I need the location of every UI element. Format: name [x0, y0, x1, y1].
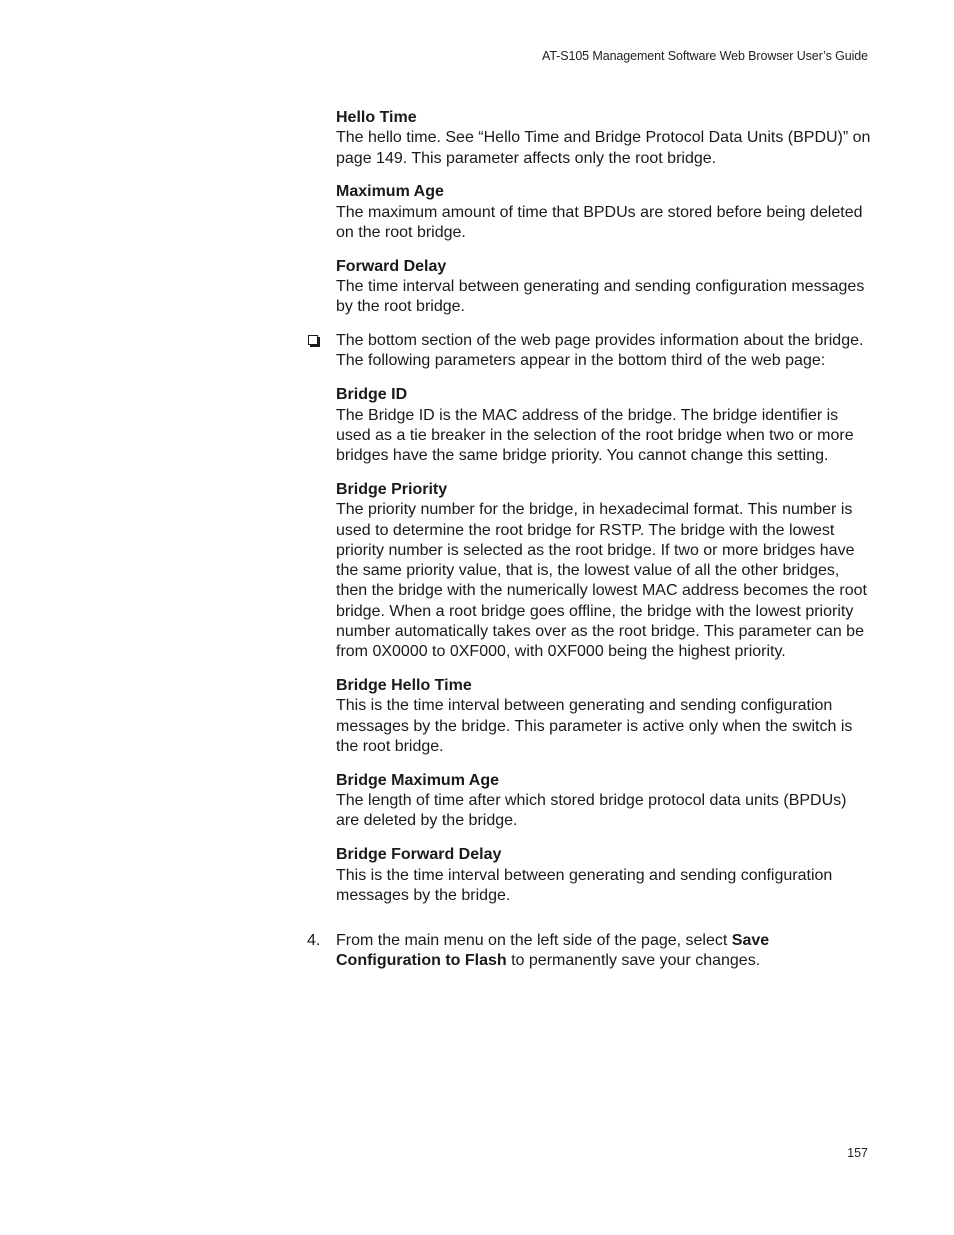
- param-desc-maximum-age: The maximum amount of time that BPDUs are stored before being deleted on the root bridge.: [336, 203, 863, 241]
- step-item: [307, 931, 871, 972]
- bullet-item: [336, 331, 871, 372]
- param-term-maximum-age: Maximum Age: [336, 183, 444, 201]
- param-term-forward-delay: Forward Delay: [336, 257, 447, 275]
- bullet-text: The bottom section of the web page provides information about the bridge. The following parameters appear in the bottom third of the web page:: [336, 332, 864, 370]
- step-text: [336, 931, 871, 972]
- checkbox-bullet-icon: [308, 335, 318, 345]
- param-desc-forward-delay: The time interval between generating and sending configuration messages by the root bridge.: [336, 278, 865, 316]
- param-term-bridge-priority: Bridge Priority: [336, 480, 448, 498]
- running-header: AT-S105 Management Software Web Browser User’s Guide: [542, 49, 868, 63]
- param-desc-bridge-hello-time: This is the time interval between generating and sending configuration messages by the bridge. This parameter is active only when the switch is the root bridge.: [336, 697, 853, 756]
- param-term-bridge-id: Bridge ID: [336, 386, 408, 404]
- param-desc-hello-time: The hello time. See “Hello Time and Bridge Protocol Data Units (BPDU)” on page 149. This parameter affects only the root bridge.: [336, 129, 871, 167]
- page-number: 157: [847, 1146, 868, 1160]
- param-term-bridge-forward-delay: Bridge Forward Delay: [336, 846, 502, 864]
- param-desc-bridge-priority: The priority number for the bridge, in hexadecimal format. This number is used to determine the root bridge for RSTP. The bridge with the lowest priority number is selected as the root bridge. If two or more bridges have the same priority value, that is, the lowest value of all the other bridges, then the bridge with the numerically lowest MAC address becomes the root bridge. When a root bridge goes offline, the bridge with the lowest priority number automatically takes over as the root bridge. This parameter can be from 0X0000 to 0XF000, with 0XF000 being the highest priority.: [336, 501, 867, 661]
- param-term-hello-time: Hello Time: [336, 109, 417, 126]
- main-content: [307, 108, 871, 972]
- param-term-bridge-hello-time: Bridge Hello Time: [336, 677, 472, 695]
- step-number: 4.: [307, 932, 321, 950]
- param-desc-bridge-maximum-age: The length of time after which stored bridge protocol data units (BPDUs) are deleted by the bridge.: [336, 792, 847, 830]
- step-text-after: to permanently save your changes.: [506, 952, 761, 970]
- step-text-bold: Save Configuration to Flash: [336, 932, 770, 970]
- param-term-bridge-maximum-age: Bridge Maximum Age: [336, 771, 499, 789]
- step-text-before: From the main menu on the left side of the page, select: [336, 932, 732, 950]
- param-desc-bridge-id: The Bridge ID is the MAC address of the bridge. The bridge identifier is used as a tie breaker in the selection of the root bridge when two or more bridges have the same bridge priority. You cannot change this setting.: [336, 406, 854, 465]
- param-desc-bridge-forward-delay: This is the time interval between generating and sending configuration messages by the bridge.: [336, 866, 833, 904]
